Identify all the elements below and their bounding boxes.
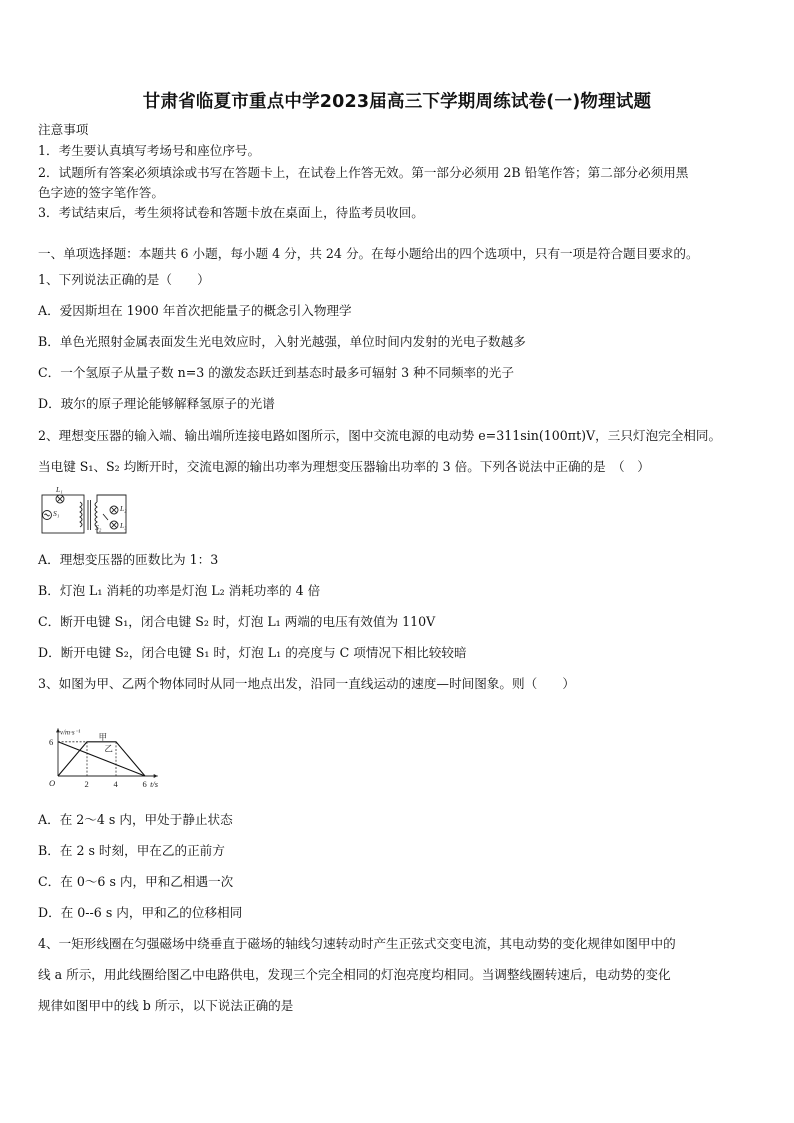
question-3-option-d: D．在 0--6 s 内，甲和乙的位移相同 xyxy=(38,905,243,920)
velocity-time-chart xyxy=(40,706,210,794)
question-4-line1: 4、一矩形线圈在匀强磁场中绕垂直于磁场的轴线匀速转动时产生正弦式交变电流，其电动势的变化规律如图甲中的 xyxy=(38,936,676,951)
page-title: 甘肃省临夏市重点中学2023届高三下学期周练试卷(一)物理试题 xyxy=(142,92,652,112)
question-1-option-a: A．爱因斯坦在 1900 年首次把能量子的概念引入物理学 xyxy=(38,303,352,318)
question-2-stem-line2: 当电键 S₁、S₂ 均断开时，交流电源的输出功率为理想变压器输出功率的 3 倍。下列各说法中正确的是 （ ） xyxy=(38,459,650,474)
x-axis-arrow xyxy=(154,774,158,778)
question-1-stem: 1、下列说法正确的是（ ） xyxy=(38,272,210,287)
question-3-option-a: A．在 2～4 s 内，甲处于静止状态 xyxy=(38,812,233,827)
series-label-yi: 乙 xyxy=(104,743,113,754)
question-2-option-b: B．灯泡 L₁ 消耗的功率是灯泡 L₂ 消耗功率的 4 倍 xyxy=(38,583,321,598)
question-2-option-c: C．断开电键 S₁，闭合电键 S₂ 时，灯泡 L₁ 两端的电压有效值为 110V xyxy=(38,614,436,629)
question-2-stem-line1: 2、理想变压器的输入端、输出端所连接电路如图所示，图中交流电源的电动势 e=311sin(100πt)V，三只灯泡完全相同。 xyxy=(38,428,722,443)
notice-item: 3．考试结束后，考生须将试卷和答题卡放在桌面上，待监考员收回。 xyxy=(38,205,424,220)
section-heading: 一、单项选择题：本题共 6 小题，每小题 4 分，共 24 分。在每小题给出的四个选项中，只有一项是符合题目要求的。 xyxy=(38,246,699,261)
question-3-option-c: C．在 0～6 s 内，甲和乙相遇一次 xyxy=(38,874,234,889)
question-4-line3: 规律如图甲中的线 b 所示，以下说法正确的是 xyxy=(38,998,294,1013)
question-4-line2: 线 a 所示，用此线圈给图乙中电路供电，发现三个完全相同的灯泡亮度均相同。当调整线圈转速后，电动势的变化 xyxy=(38,967,671,982)
x-tick-label: 4 xyxy=(113,779,118,789)
question-3-option-b: B．在 2 s 时刻，甲在乙的正前方 xyxy=(38,843,225,858)
label-l1: L₁ xyxy=(56,485,63,494)
x-tick-label: 6 xyxy=(142,779,147,789)
notice-heading: 注意事项 xyxy=(38,122,89,137)
label-s2: S₂ xyxy=(95,523,102,532)
question-2-option-d: D．断开电键 S₂，闭合电键 S₁ 时，灯泡 L₁ 的亮度与 C 项情况下相比较较暗 xyxy=(38,645,467,660)
question-3-stem: 3、如图为甲、乙两个物体同时从同一地点出发，沿同一直线运动的速度—时间图象。则（ ） xyxy=(38,676,575,691)
question-2-option-a: A．理想变压器的匝数比为 1：3 xyxy=(38,552,219,567)
y-axis-label: v/m·s⁻¹ xyxy=(60,728,81,737)
label-s1: S₁ xyxy=(53,509,60,518)
question-1-option-d: D．玻尔的原子理论能够解释氢原子的光谱 xyxy=(38,396,275,411)
origin-label: O xyxy=(49,778,56,788)
question-1-option-c: C．一个氢原子从量子数 n=3 的激发态跃迁到基态时最多可辐射 3 种不同频率的光子 xyxy=(38,365,514,380)
y-tick-label: 6 xyxy=(49,736,54,747)
notice-item: 1．考生要认真填写考场号和座位序号。 xyxy=(38,143,261,158)
label-l3: L₃ xyxy=(120,521,127,530)
question-1-option-b: B．单色光照射金属表面发生光电效应时，入射光越强，单位时间内发射的光电子数越多 xyxy=(38,334,526,349)
notice-item: 色字迹的签字笔作答。 xyxy=(38,185,164,200)
transformer-circuit-diagram xyxy=(36,484,136,542)
series-line-yi xyxy=(58,742,145,776)
notice-item: 2．试题所有答案必须填涂或书写在答题卡上，在试卷上作答无效。第一部分必须用 2B 铅笔作答；第二部分必须用黑 xyxy=(38,165,689,180)
x-axis-label: t/s xyxy=(150,779,159,789)
x-tick-label: 2 xyxy=(84,779,89,789)
series-label-jia: 甲 xyxy=(98,731,108,742)
label-l2: L₂ xyxy=(120,504,127,513)
